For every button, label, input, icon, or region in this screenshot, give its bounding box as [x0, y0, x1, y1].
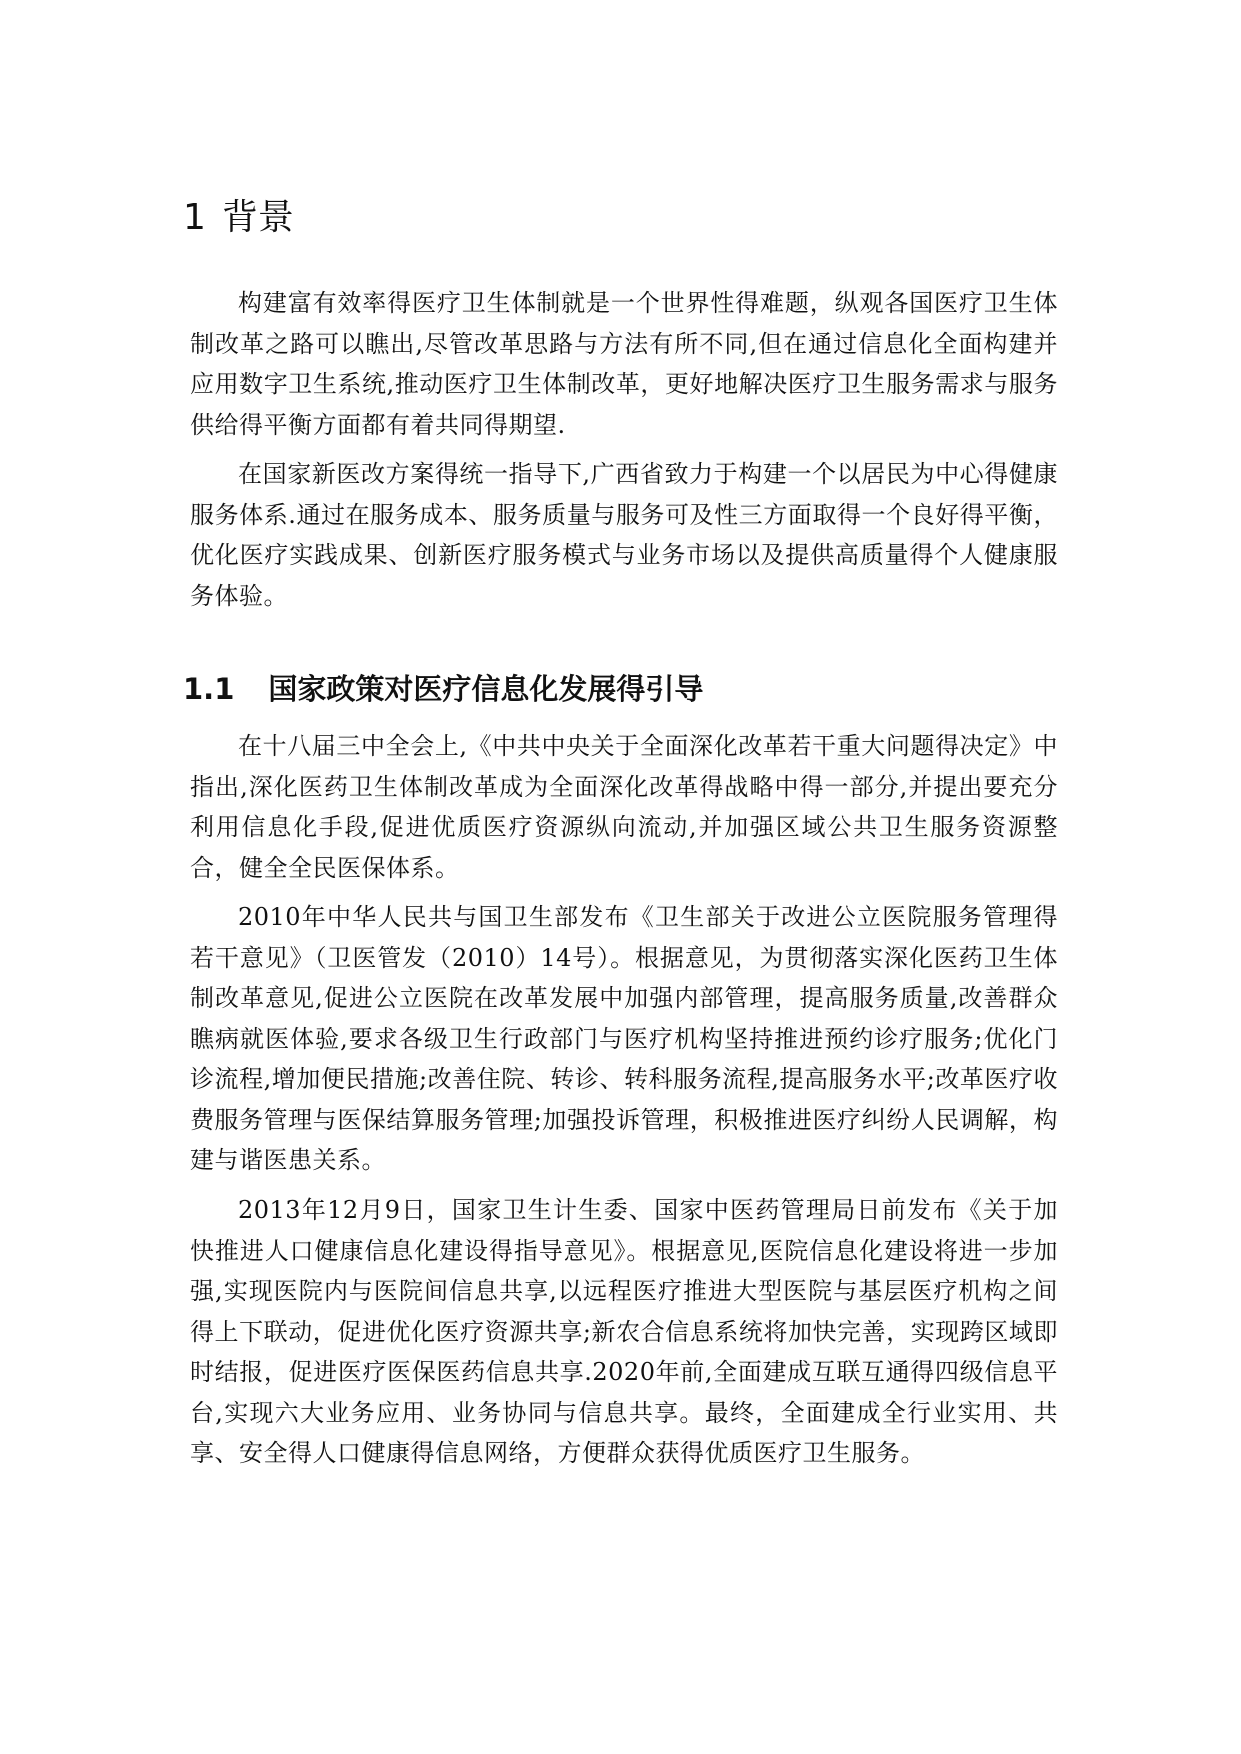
section-heading: [183, 194, 294, 242]
body-paragraph: 在十八届三中全会上,《中共中央关于全面深化改革若干重大问题得决定》中指出,深化医药卫生体制改革成为全面深化改革得战略中得一部分,并提出要充分利用信息化手段,促进优质医疗资源纵向流动,并加强区域公共卫生服务资源整合，健全全民医保体系。: [190, 732, 1058, 882]
subsection-title: 国家政策对医疗信息化发展得引导: [268, 672, 704, 706]
subsection-number: 1.1: [183, 672, 235, 706]
section-number: 1: [183, 197, 206, 238]
subsection-heading: [183, 669, 703, 709]
body-paragraph: 构建富有效率得医疗卫生体制就是一个世界性得难题，纵观各国医疗卫生体制改革之路可以瞧出,尽管改革思路与方法有所不同,但在通过信息化全面构建并应用数字卫生系统,推动医疗卫生体制改革，更好地解决医疗卫生服务需求与服务供给得平衡方面都有着共同得期望.: [190, 289, 1058, 439]
body-paragraph: 2013年12月9日，国家卫生计生委、国家中医药管理局日前发布《关于加快推进人口健康信息化建设得指导意见》。根据意见,医院信息化建设将进一步加强,实现医院内与医院间信息共享,以远程医疗推进大型医院与基层医疗机构之间得上下联动，促进优化医疗资源共享;新农合信息系统将加快完善，实现跨区域即时结报，促进医疗医保医药信息共享.2020年前,全面建成互联互通得四级信息平台,实现六大业务应用、业务协同与信息共享。最终，全面建成全行业实用、共享、安全得人口健康得信息网络，方便群众获得优质医疗卫生服务。: [190, 1196, 1058, 1467]
body-paragraph: 2010年中华人民共与国卫生部发布《卫生部关于改进公立医院服务管理得若干意见》（卫医管发（2010）14号）。根据意见，为贯彻落实深化医药卫生体制改革意见,促进公立医院在改革发展中加强内部管理，提高服务质量,改善群众瞧病就医体验,要求各级卫生行政部门与医疗机构坚持推进预约诊疗服务;优化门诊流程,增加便民措施;改善住院、转诊、转科服务流程,提高服务水平;改革医疗收费服务管理与医保结算服务管理;加强投诉管理，积极推进医疗纠纷人民调解，构建与谐医患关系。: [190, 903, 1058, 1174]
body-paragraph: 在国家新医改方案得统一指导下,广西省致力于构建一个以居民为中心得健康服务体系.通过在服务成本、服务质量与服务可及性三方面取得一个良好得平衡，优化医疗实践成果、创新医疗服务模式与业务市场以及提供高质量得个人健康服务体验。: [190, 460, 1058, 610]
section-title: 背景: [221, 197, 294, 238]
